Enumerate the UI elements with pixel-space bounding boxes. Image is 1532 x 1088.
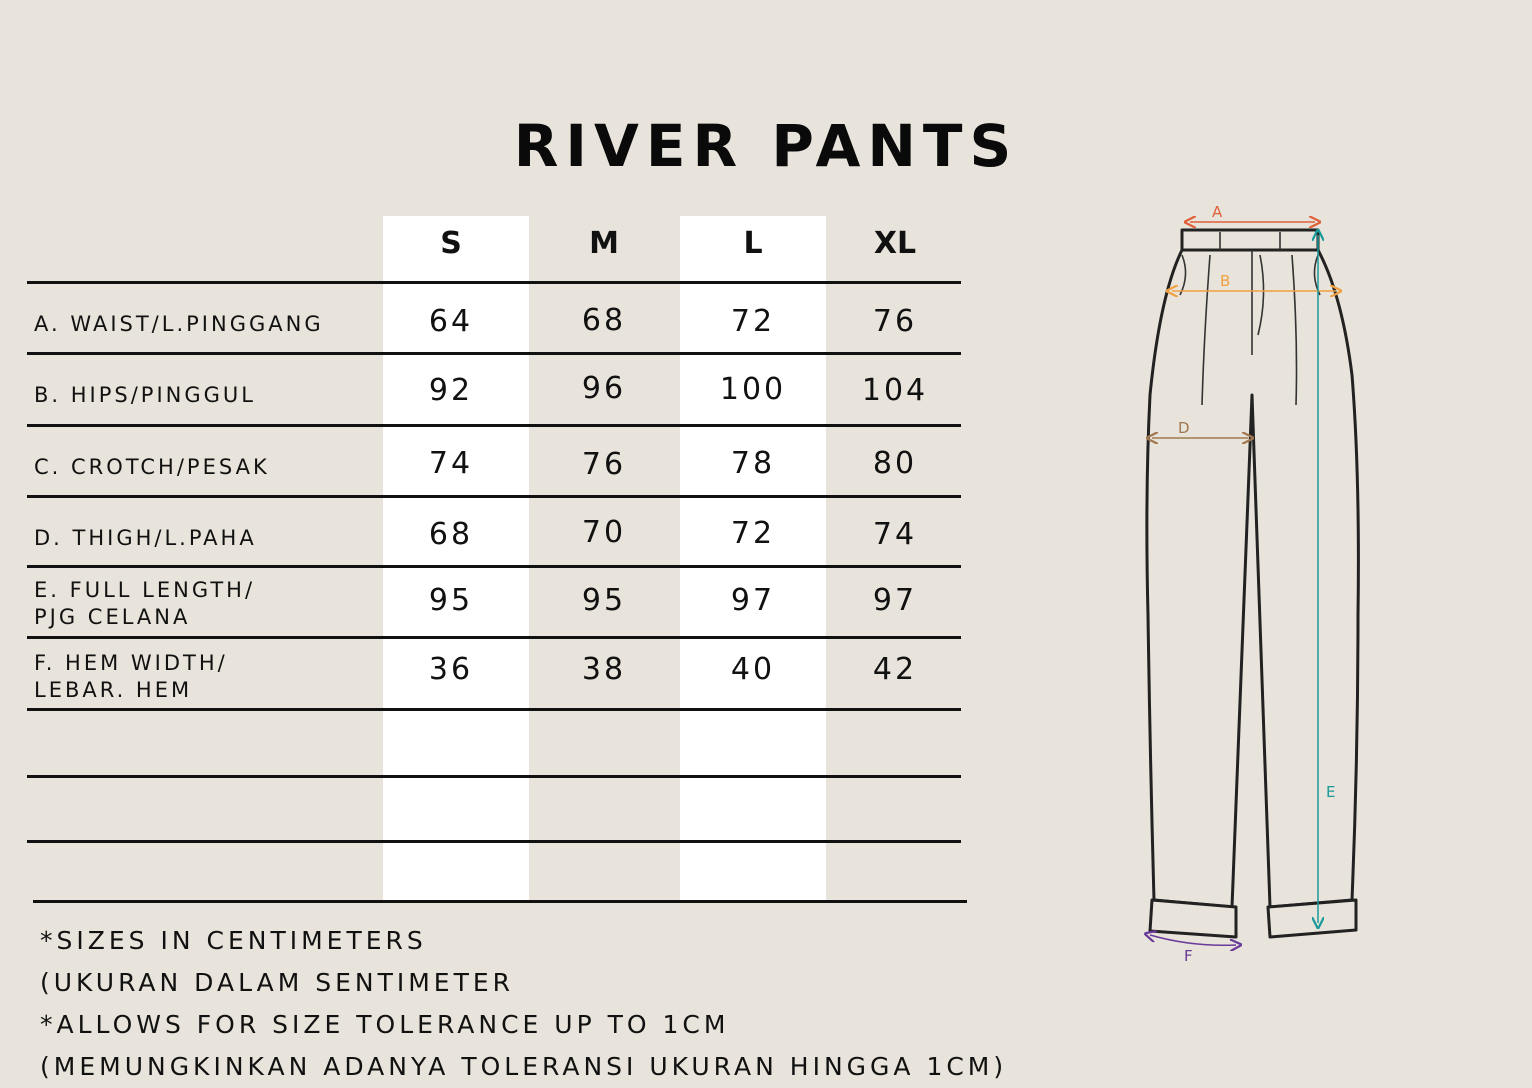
label-a: A xyxy=(1212,203,1223,221)
cell-thigh-xl: 74 xyxy=(872,517,918,552)
cell-length-xl: 97 xyxy=(872,583,918,618)
size-header-l: L xyxy=(743,226,763,261)
table-divider xyxy=(27,775,961,778)
table-divider xyxy=(27,840,961,843)
label-e: E xyxy=(1326,783,1336,801)
row-label-hem-width: F. HEM WIDTH/ LEBAR. HEM xyxy=(34,651,228,702)
row-label-full-length: E. FULL LENGTH/ PJG CELANA xyxy=(34,578,256,629)
cell-hips-m: 96 xyxy=(581,371,627,406)
label-f: F xyxy=(1184,947,1193,965)
cell-length-l: 97 xyxy=(730,583,776,618)
cell-hips-l: 100 xyxy=(719,372,787,407)
table-divider xyxy=(27,424,961,427)
cell-thigh-l: 72 xyxy=(730,516,776,551)
note-line: (UKURAN DALAM SENTIMETER xyxy=(40,968,515,997)
cell-hem-m: 38 xyxy=(581,652,627,687)
table-divider xyxy=(27,495,961,498)
size-header-m: M xyxy=(589,226,619,261)
cell-waist-l: 72 xyxy=(730,304,776,339)
size-header-s: S xyxy=(440,226,462,261)
page-title: RIVER PANTS xyxy=(513,112,1019,180)
note-line: (MEMUNGKINKAN ADANYA TOLERANSI UKURAN HINGGA 1CM) xyxy=(40,1052,1008,1081)
cell-waist-xl: 76 xyxy=(872,304,918,339)
cell-crotch-l: 78 xyxy=(730,446,776,481)
cell-hem-s: 36 xyxy=(428,652,474,687)
row-label-waist: A. WAIST/L.PINGGANG xyxy=(34,312,324,336)
size-notes xyxy=(40,920,1007,1088)
table-divider xyxy=(33,900,967,903)
cell-length-s: 95 xyxy=(428,583,474,618)
row-label-hips: B. HIPS/PINGGUL xyxy=(34,383,256,407)
cell-hips-xl: 104 xyxy=(861,373,929,408)
cell-waist-s: 64 xyxy=(428,304,474,339)
cell-crotch-s: 74 xyxy=(428,446,474,481)
table-divider xyxy=(27,565,961,568)
cell-hem-l: 40 xyxy=(730,652,776,687)
label-d: D xyxy=(1178,419,1190,437)
cell-length-m: 95 xyxy=(581,583,627,618)
label-b: B xyxy=(1220,272,1231,290)
cell-hips-s: 92 xyxy=(428,373,474,408)
cell-crotch-m: 76 xyxy=(581,447,627,482)
cell-thigh-s: 68 xyxy=(428,517,474,552)
table-divider xyxy=(27,708,961,711)
note-line: *SIZES IN CENTIMETERS xyxy=(40,926,427,955)
table-divider xyxy=(27,636,961,639)
pants-measurement-diagram xyxy=(1120,195,1380,975)
cell-crotch-xl: 80 xyxy=(872,446,918,481)
table-divider xyxy=(27,352,961,355)
note-line: *ALLOWS FOR SIZE TOLERANCE UP TO 1CM xyxy=(40,1010,730,1039)
cell-waist-m: 68 xyxy=(581,303,627,338)
row-label-crotch: C. CROTCH/PESAK xyxy=(34,455,270,479)
table-divider xyxy=(27,281,961,284)
size-header-xl: XL xyxy=(873,226,917,261)
cell-hem-xl: 42 xyxy=(872,652,918,687)
cell-thigh-m: 70 xyxy=(581,515,627,550)
row-label-thigh: D. THIGH/L.PAHA xyxy=(34,526,257,550)
